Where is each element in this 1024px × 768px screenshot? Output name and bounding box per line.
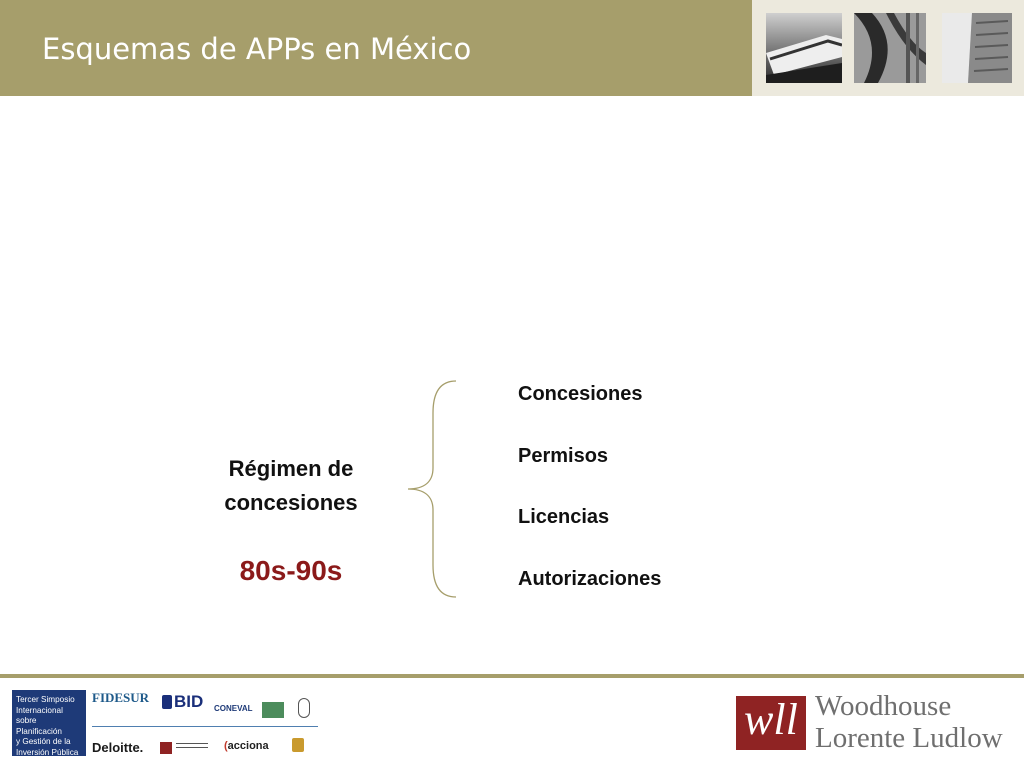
wll-logo-glyph: wll: [744, 695, 798, 744]
fidesur-logo: FIDESUR: [92, 690, 150, 705]
list-item: Permisos: [518, 444, 609, 467]
slide-header: [0, 0, 752, 96]
bid-logo: BID: [162, 692, 203, 712]
footer-divider: [0, 674, 1024, 678]
wll-small-logo: [160, 742, 172, 754]
simposio-logo: Tercer Simposio Internacional sobre Planificación y Gestión de la Inversión Pública: [12, 690, 86, 756]
wll-small-wordmark: [176, 743, 208, 751]
acciona-logo: (acciona: [224, 740, 269, 752]
sponsor-divider: [92, 726, 318, 727]
firm-name-line-1: Woodhouse: [815, 690, 952, 722]
bid-badge-icon: [162, 695, 172, 709]
curly-brace-icon: [400, 378, 464, 602]
un-emblem-icon: [298, 698, 310, 718]
slide-title: Esquemas de APPs en México: [42, 32, 472, 66]
list-item: Autorizaciones: [518, 567, 662, 590]
coneval-logo: CONEVAL: [214, 704, 253, 713]
train-photo: [766, 13, 842, 83]
decade-label: 80s-90s: [239, 555, 343, 586]
firm-name-line-2: Lorente Ludlow: [815, 722, 1003, 754]
list-item: Licencias: [518, 506, 610, 528]
highway-photo: [854, 13, 926, 83]
acciona-icon: (: [224, 740, 228, 752]
building-photo: [942, 13, 1012, 83]
sponsor-crest-icon: [292, 738, 304, 752]
scheme-list: [518, 383, 661, 629]
sponsor-green-logo: [262, 702, 284, 718]
regimen-line-2: concesiones: [224, 490, 358, 515]
deloitte-logo: Deloitte.: [92, 740, 144, 755]
photo-strip: [752, 0, 1024, 96]
list-item: Concesiones: [518, 383, 643, 405]
regimen-label: [200, 452, 382, 520]
regimen-line-1: Régimen de: [228, 456, 354, 481]
